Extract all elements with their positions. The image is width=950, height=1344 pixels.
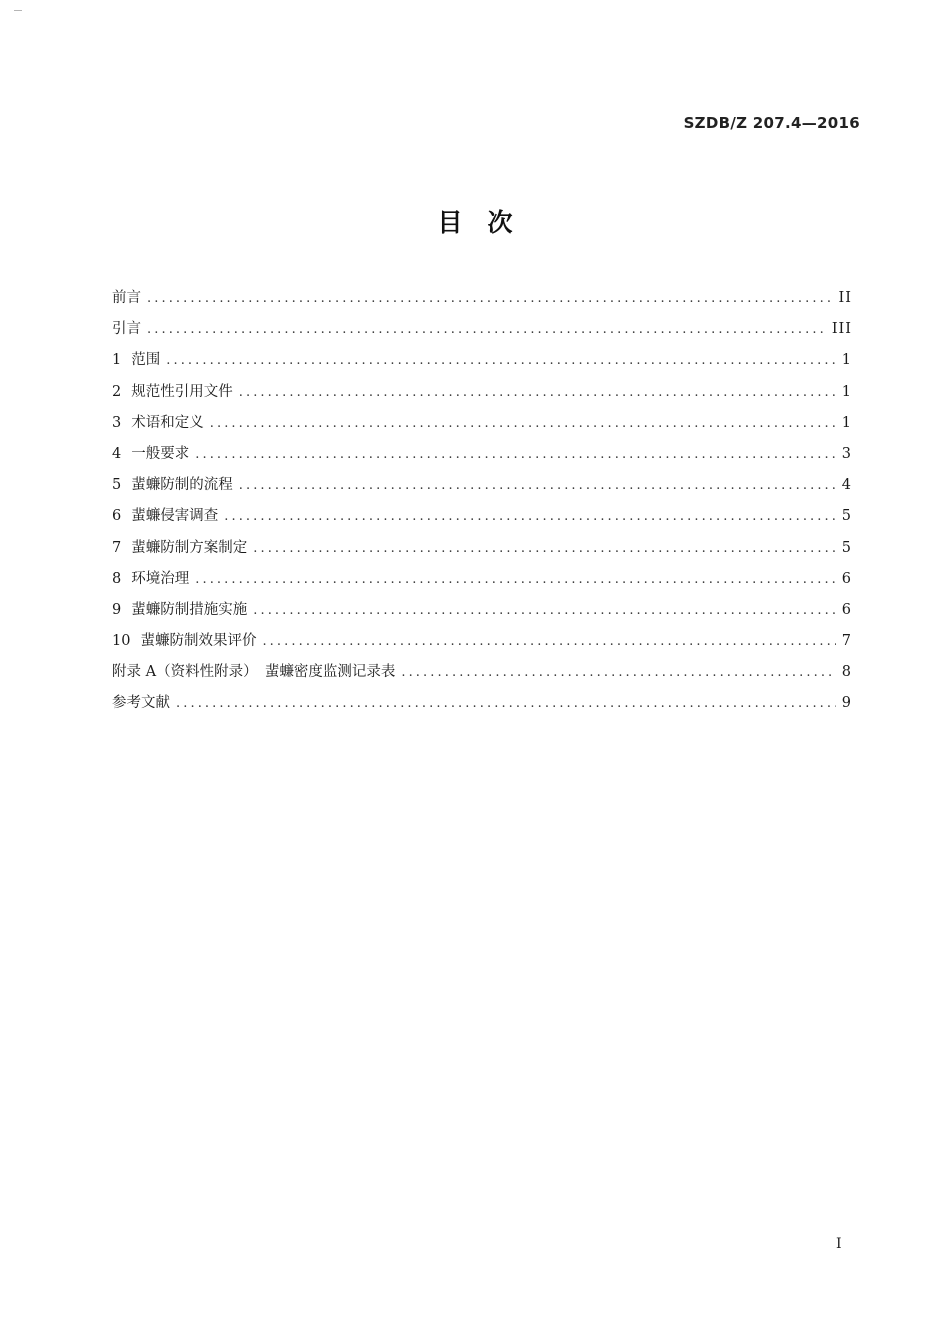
toc-leader-dots	[147, 316, 826, 344]
toc-entry-foreword[interactable]	[112, 284, 852, 315]
toc-entry-number: 8	[112, 570, 122, 587]
toc-entry-page: 1	[841, 414, 852, 431]
toc-leader-dots	[176, 690, 836, 718]
toc-entry-label: 一般要求	[131, 445, 190, 462]
toc-leader-dots	[253, 535, 836, 563]
toc-entry-label: 参考文献	[112, 695, 170, 712]
toc-entry-control-process[interactable]	[112, 471, 852, 502]
toc-entry-page: 1	[841, 383, 852, 400]
toc-entry-label: 蜚蠊防制方案制定	[131, 539, 248, 556]
toc-leader-dots	[147, 285, 833, 313]
toc-entry-page: 1	[841, 352, 852, 369]
toc-entry-number: 3	[112, 414, 122, 431]
toc-leader-dots	[195, 566, 836, 594]
toc-entry-number: 10	[112, 633, 131, 650]
toc-leader-dots	[253, 597, 836, 625]
toc-entry-number: 2	[112, 383, 122, 400]
toc-entry-page: 9	[841, 695, 852, 712]
toc-entry-introduction[interactable]	[112, 315, 852, 346]
toc-entry-label: 附录 A（资料性附录） 蜚蠊密度监测记录表	[112, 664, 396, 681]
toc-entry-number: 1	[112, 352, 122, 369]
corner-mark	[14, 10, 22, 11]
toc-leader-dots	[210, 410, 836, 438]
toc-entry-label: 环境治理	[131, 570, 190, 587]
toc-entry-label: 蜚蠊防制的流程	[131, 477, 233, 494]
toc-leader-dots	[262, 628, 835, 656]
toc-entry-page: 5	[841, 539, 852, 556]
standard-code: SZDB/Z 207.4—2016	[683, 114, 860, 132]
toc-entry-environmental-management[interactable]	[112, 565, 852, 596]
toc-entry-infestation-survey[interactable]	[112, 502, 852, 533]
toc-entry-label: 引言	[112, 321, 141, 338]
page-number: I	[836, 1236, 842, 1252]
toc-entry-label: 前言	[112, 290, 141, 306]
toc-entry-label: 范围	[131, 352, 161, 369]
toc-leader-dots	[401, 659, 835, 687]
toc-entry-effect-evaluation[interactable]	[112, 627, 852, 658]
toc-entry-number: 5	[112, 477, 122, 494]
toc-leader-dots	[239, 472, 836, 500]
toc-entry-label: 蜚蠊侵害调查	[131, 508, 219, 525]
toc-entry-label: 蜚蠊防制措施实施	[131, 601, 248, 618]
toc-entry-number: 7	[112, 539, 122, 556]
toc-entry-number: 9	[112, 601, 122, 618]
toc-entry-page: 6	[841, 601, 852, 618]
toc-entry-appendix-a[interactable]	[112, 658, 852, 689]
toc-leader-dots	[224, 503, 836, 531]
toc-entry-label: 规范性引用文件	[131, 383, 233, 400]
toc-entry-page: III	[831, 321, 852, 338]
toc-entry-normative-references[interactable]	[112, 378, 852, 409]
toc-entry-page: 5	[841, 508, 852, 525]
toc-title: 目 次	[437, 208, 513, 237]
toc-entry-page: 7	[841, 633, 852, 650]
toc-entry-page: 3	[841, 445, 852, 462]
toc-entry-page: 8	[841, 664, 852, 681]
toc-entry-bibliography[interactable]	[112, 689, 852, 720]
toc-entry-label: 蜚蠊防制效果评价	[140, 633, 257, 650]
toc-entry-number: 4	[112, 445, 122, 462]
toc-entry-general-requirements[interactable]	[112, 440, 852, 471]
toc-entry-control-plan[interactable]	[112, 534, 852, 565]
toc-leader-dots	[166, 347, 836, 375]
toc-entry-scope[interactable]	[112, 346, 852, 377]
toc-entry-number: 6	[112, 508, 122, 525]
toc-leader-dots	[195, 441, 836, 469]
table-of-contents	[112, 284, 852, 721]
toc-entry-terms-definitions[interactable]	[112, 409, 852, 440]
toc-entry-control-implementation[interactable]	[112, 596, 852, 627]
toc-entry-page: II	[838, 290, 852, 306]
toc-leader-dots	[239, 379, 836, 407]
toc-entry-label: 术语和定义	[131, 414, 204, 431]
toc-entry-page: 4	[841, 477, 852, 494]
toc-entry-page: 6	[841, 570, 852, 587]
